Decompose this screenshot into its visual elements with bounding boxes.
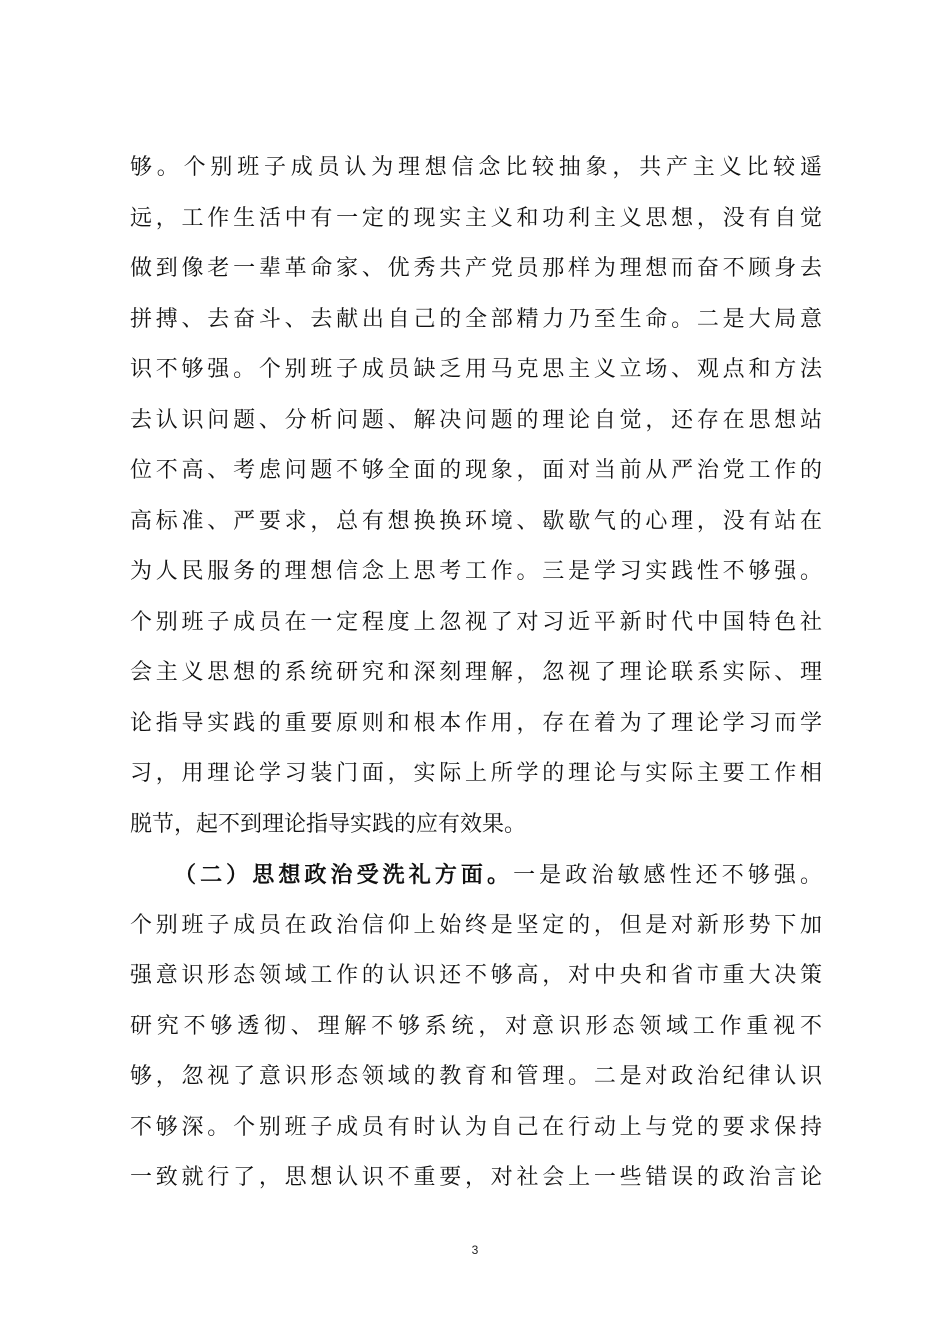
text-line: 够。个别班子成员认为理想信念比较抽象，共产主义比较遥 bbox=[130, 155, 822, 180]
section-heading: （二）思想政治受洗礼方面。 bbox=[174, 862, 514, 888]
text-line: 研究不够透彻、理解不够系统，对意识形态领域工作重视不 bbox=[130, 1013, 822, 1039]
text-line: 个别班子成员在一定程度上忽视了对习近平新时代中国特色社 bbox=[130, 609, 822, 635]
text-line: 强意识形态领域工作的认识还不够高，对中央和省市重大决策 bbox=[130, 963, 822, 988]
text-line: 不够深。个别班子成员有时认为自己在行动上与党的要求保持 bbox=[130, 1114, 822, 1140]
text-line: 拼搏、去奋斗、去献出自己的全部精力乃至生命。二是大局意 bbox=[130, 306, 822, 332]
text-line: 为人民服务的理想信念上思考工作。三是学习实践性不够强。 bbox=[130, 559, 822, 584]
text-line: 脱节，起不到理论指导实践的应有效果。 bbox=[130, 811, 527, 837]
section-heading-line bbox=[130, 850, 822, 901]
text-line: 位不高、考虑问题不够全面的现象，面对当前从严治党工作的 bbox=[130, 458, 822, 483]
text-line: 高标准、严要求，总有想换换环境、歇歇气的心理，没有站在 bbox=[130, 508, 822, 534]
text-line: 会主义思想的系统研究和深刻理解，忽视了理论联系实际、理 bbox=[130, 660, 822, 685]
text-line: 一致就行了，思想认识不重要，对社会上一些错误的政治言论 bbox=[130, 1165, 822, 1190]
text-line: 论指导实践的重要原则和根本作用，存在着为了理论学习而学 bbox=[130, 710, 822, 736]
text-line: 习，用理论学习装门面，实际上所学的理论与实际主要工作相 bbox=[130, 761, 822, 786]
text-line: 去认识问题、分析问题、解决问题的理论自觉，还存在思想站 bbox=[130, 407, 822, 433]
page-number: 3 bbox=[471, 1243, 479, 1257]
body-text bbox=[130, 143, 822, 1204]
section-first-line-rest: 一是政治敏感性还不够强。 bbox=[513, 863, 822, 888]
text-line: 远，工作生活中有一定的现实主义和功利主义思想，没有自觉 bbox=[130, 205, 822, 231]
text-line: 够，忽视了意识形态领域的教育和管理。二是对政治纪律认识 bbox=[130, 1064, 822, 1089]
text-line: 做到像老一辈革命家、优秀共产党员那样为理想而奋不顾身去 bbox=[130, 256, 822, 281]
text-line: 识不够强。个别班子成员缺乏用马克思主义立场、观点和方法 bbox=[130, 357, 822, 382]
text-line: 个别班子成员在政治信仰上始终是坚定的，但是对新形势下加 bbox=[130, 912, 822, 938]
